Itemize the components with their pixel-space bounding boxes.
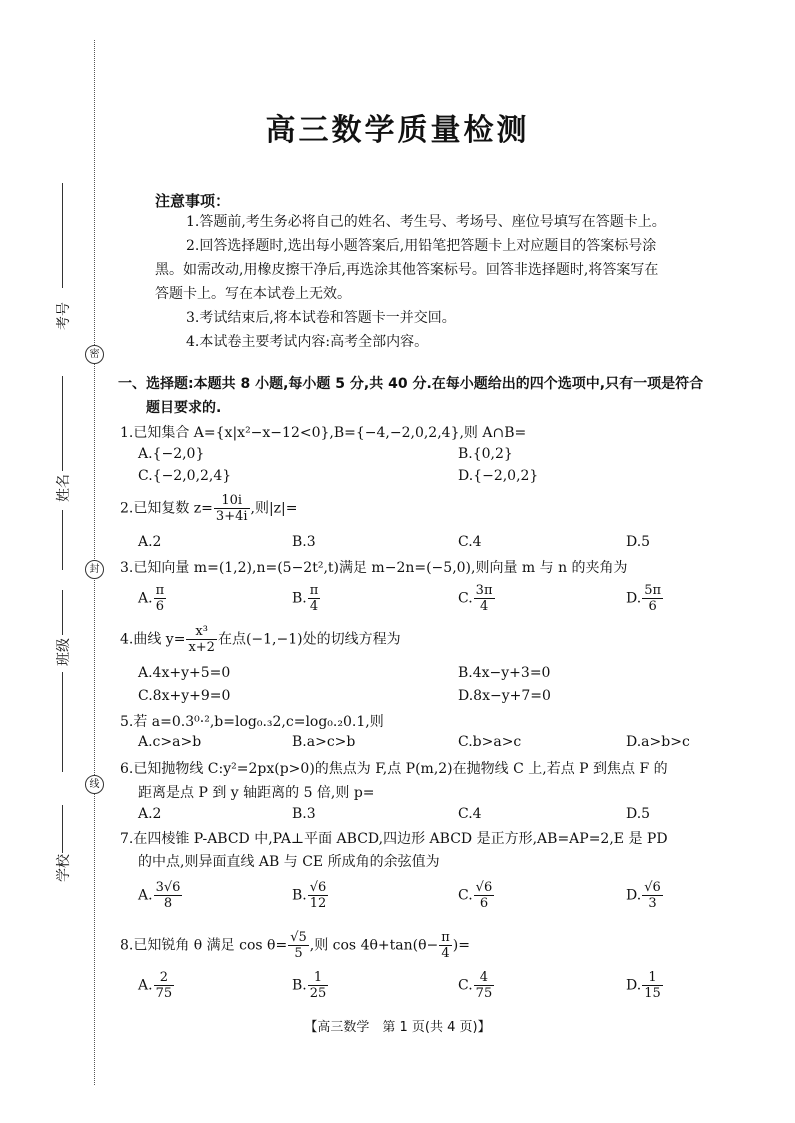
- q3-option-a-fraction: [154, 583, 167, 614]
- q7-option-c-num: √6: [475, 880, 493, 895]
- q6-option-a: A.2: [138, 806, 162, 822]
- q2-stem-pre: 2.已知复数 z=: [120, 500, 213, 517]
- q3-option-c-den: 4: [479, 599, 489, 614]
- q6-option-c: C.4: [458, 806, 482, 822]
- q2-stem: [120, 493, 298, 524]
- q3-option-c-fraction: [474, 583, 495, 614]
- mi-seal-mark: 密: [85, 345, 104, 364]
- q8-option-c-fraction: [474, 970, 495, 1001]
- q3-option-b-num: π: [309, 583, 319, 598]
- notice-line-3: 黑。如需改动,用橡皮擦干净后,再选涂其他答案标号。回答非选择题时,将答案写在: [155, 262, 659, 278]
- q4-option-a: A.4x+y+5=0: [138, 665, 231, 681]
- q7-option-b-fraction: [308, 880, 329, 911]
- xingming-label: 姓名: [56, 474, 72, 502]
- q8-fraction-1-num: √5: [290, 930, 307, 945]
- q7-stem-line-2: 的中点,则异面直线 AB 与 CE 所成角的余弦值为: [138, 854, 440, 870]
- q8-fraction-2: [439, 930, 452, 961]
- q2-numerator: 10i: [214, 493, 250, 509]
- q6-stem-line-2: 距离是点 P 到 y 轴距离的 5 倍,则 p=: [138, 785, 375, 801]
- q3-option-c: [458, 583, 496, 614]
- q5-option-c: C.b>a>c: [458, 734, 522, 750]
- q8-option-d: [626, 970, 664, 1001]
- q1-option-d: D.{−2,0,2}: [458, 468, 539, 484]
- q3-option-a-den: 6: [155, 599, 164, 614]
- q3-option-d: [626, 583, 664, 614]
- kaohao-blank-line: [62, 183, 63, 288]
- q8-fraction-2-num: π: [441, 930, 450, 945]
- q6-option-d: D.5: [626, 806, 651, 822]
- q5-stem: 5.若 a=0.3⁰·²,b=log₀.₃2,c=log₀.₂0.1,则: [120, 714, 384, 730]
- q8-option-c-num: 4: [474, 970, 495, 986]
- q6-option-b: B.3: [292, 806, 316, 822]
- q7-option-d: [626, 880, 664, 911]
- q8-option-a-fraction: [154, 970, 175, 1001]
- q8-option-b: [292, 970, 329, 1001]
- section-heading-line-1: 一、选择题:本题共 8 小题,每小题 5 分,共 40 分.在每小题给出的四个选项中,只有一项是符合: [118, 376, 704, 392]
- q7-option-c-letter: C.: [458, 887, 473, 904]
- q3-stem: 3.已知向量 m=(1,2),n=(5−2t²,t)满足 m−2n=(−5,0),则向量 m 与 n 的夹角为: [120, 560, 628, 576]
- q3-option-b-den: 4: [309, 599, 319, 614]
- q7-option-c-fraction: [474, 880, 495, 911]
- banji-label: 班级: [56, 638, 72, 666]
- q5-option-d: D.a>b>c: [626, 734, 690, 750]
- q7-option-b: [292, 880, 329, 911]
- q7-option-b-num: √6: [309, 880, 327, 895]
- q3-option-b: [292, 583, 321, 614]
- q4-stem-post: 在点(−1,−1)处的切线方程为: [217, 631, 401, 648]
- notice-heading: 注意事项：: [155, 192, 231, 210]
- q8-option-d-den: 15: [644, 986, 661, 1001]
- q4-option-b: B.4x−y+3=0: [458, 665, 551, 681]
- q8-fraction-1: [288, 930, 309, 961]
- q1-option-a: A.{−2,0}: [138, 446, 205, 462]
- q4-stem: [120, 624, 401, 655]
- q2-stem-post: ,则|z|=: [250, 500, 298, 517]
- q8-stem: [120, 930, 470, 961]
- xuexiao-blank-line: [62, 805, 63, 853]
- q8-option-a-den: 75: [155, 986, 173, 1001]
- q3-option-d-num: 5π: [644, 583, 662, 598]
- q8-stem-post: )=: [452, 937, 470, 954]
- q3-option-c-num: 3π: [475, 583, 493, 598]
- q3-option-d-letter: D.: [626, 590, 642, 607]
- q7-option-d-fraction: [642, 880, 663, 911]
- q8-option-a: [138, 970, 175, 1001]
- q8-stem-mid: ,则 cos 4θ+tan(θ−: [309, 937, 439, 954]
- q1-option-b: B.{0,2}: [458, 446, 513, 462]
- page-footer: 【高三数学 第 1 页(共 4 页)】: [304, 1020, 491, 1035]
- q3-option-a-letter: A.: [138, 590, 153, 607]
- notice-line-6: 4.本试卷主要考试内容:高考全部内容。: [186, 334, 429, 350]
- q7-option-d-num: √6: [644, 880, 661, 895]
- section-heading-line-2: 题目要求的.: [146, 400, 222, 416]
- q8-option-d-fraction: [642, 970, 663, 1001]
- xingming-blank-line: [62, 376, 63, 471]
- notice-line-4: 答题卡上。写在本试卷上无效。: [155, 286, 351, 302]
- q3-option-b-fraction: [308, 583, 321, 614]
- xingming-blank-line-2: [62, 510, 63, 570]
- q8-stem-pre: 8.已知锐角 θ 满足 cos θ=: [120, 937, 288, 954]
- q6-stem-line-1: 6.已知抛物线 C:y²=2px(p>0)的焦点为 F,点 P(m,2)在抛物线 C 上,若点 P 到焦点 F 的: [120, 761, 668, 777]
- q4-stem-pre: 4.曲线 y=: [120, 631, 186, 648]
- q7-option-a: [138, 880, 183, 911]
- q7-option-a-num: 3√6: [155, 880, 181, 895]
- notice-line-5: 3.考试结束后,将本试卷和答题卡一并交回。: [186, 310, 456, 326]
- q3-option-a: [138, 583, 167, 614]
- q3-option-a-num: π: [155, 583, 165, 598]
- q4-fraction: [186, 624, 217, 655]
- q2-fraction: [214, 493, 250, 524]
- q2-option-d: D.5: [626, 534, 651, 550]
- q3-option-d-fraction: [642, 583, 663, 614]
- q2-option-c: C.4: [458, 534, 482, 550]
- q4-denominator: x+2: [188, 640, 215, 655]
- q4-option-d: D.8x−y+7=0: [458, 688, 551, 704]
- xuexiao-label: 学校: [56, 854, 72, 882]
- q4-numerator: x³: [186, 624, 217, 640]
- page-title: 高三数学质量检测: [265, 113, 530, 148]
- q8-fraction-1-den: 5: [294, 946, 303, 961]
- notice-line-2: 2.回答选择题时,选出每小题答案后,用铅笔把答题卡上对应题目的答案标号涂: [186, 238, 657, 254]
- q5-option-b: B.a>c>b: [292, 734, 356, 750]
- q7-option-a-den: 8: [163, 896, 173, 911]
- kaohao-label: 考号: [56, 302, 72, 330]
- q8-option-c-den: 75: [475, 986, 493, 1001]
- q5-option-a: A.c>a>b: [138, 734, 202, 750]
- q3-option-c-letter: C.: [458, 590, 473, 607]
- xian-seal-mark: 线: [85, 775, 104, 794]
- q3-option-d-den: 6: [648, 599, 657, 614]
- q7-option-c-den: 6: [479, 896, 489, 911]
- q7-option-b-letter: B.: [292, 887, 307, 904]
- feng-seal-mark: 封: [85, 560, 104, 579]
- q8-option-d-letter: D.: [626, 977, 642, 994]
- q8-option-b-fraction: [308, 970, 329, 1001]
- q7-option-a-letter: A.: [138, 887, 153, 904]
- q8-option-c-letter: C.: [458, 977, 473, 994]
- q7-option-b-den: 12: [309, 896, 327, 911]
- q2-denominator: 3+4i: [215, 509, 248, 524]
- q3-option-b-letter: B.: [292, 590, 307, 607]
- q1-stem: 1.已知集合 A={x|x²−x−12<0},B={−4,−2,0,2,4},则 A∩B=: [120, 425, 527, 441]
- banji-blank-line: [62, 590, 63, 635]
- q8-fraction-2-den: 4: [441, 946, 450, 961]
- q7-option-c: [458, 880, 495, 911]
- q8-option-b-den: 25: [309, 986, 327, 1001]
- notice-line-1: 1.答题前,考生务必将自己的姓名、考生号、考场号、座位号填写在答题卡上。: [186, 214, 666, 230]
- q8-option-b-num: 1: [308, 970, 329, 986]
- q7-option-a-fraction: [154, 880, 183, 911]
- q2-option-a: A.2: [138, 534, 162, 550]
- banji-blank-line-2: [62, 672, 63, 772]
- q2-option-b: B.3: [292, 534, 316, 550]
- q8-option-c: [458, 970, 495, 1001]
- q7-option-d-letter: D.: [626, 887, 642, 904]
- q8-option-a-num: 2: [154, 970, 175, 986]
- q8-option-a-letter: A.: [138, 977, 153, 994]
- q8-option-d-num: 1: [642, 970, 663, 986]
- q8-option-b-letter: B.: [292, 977, 307, 994]
- q1-option-c: C.{−2,0,2,4}: [138, 468, 232, 484]
- q7-stem-line-1: 7.在四棱锥 P-ABCD 中,PA⊥平面 ABCD,四边形 ABCD 是正方形,AB=AP=2,E 是 PD: [120, 831, 668, 847]
- q4-option-c: C.8x+y+9=0: [138, 688, 231, 704]
- q7-option-d-den: 3: [648, 896, 657, 911]
